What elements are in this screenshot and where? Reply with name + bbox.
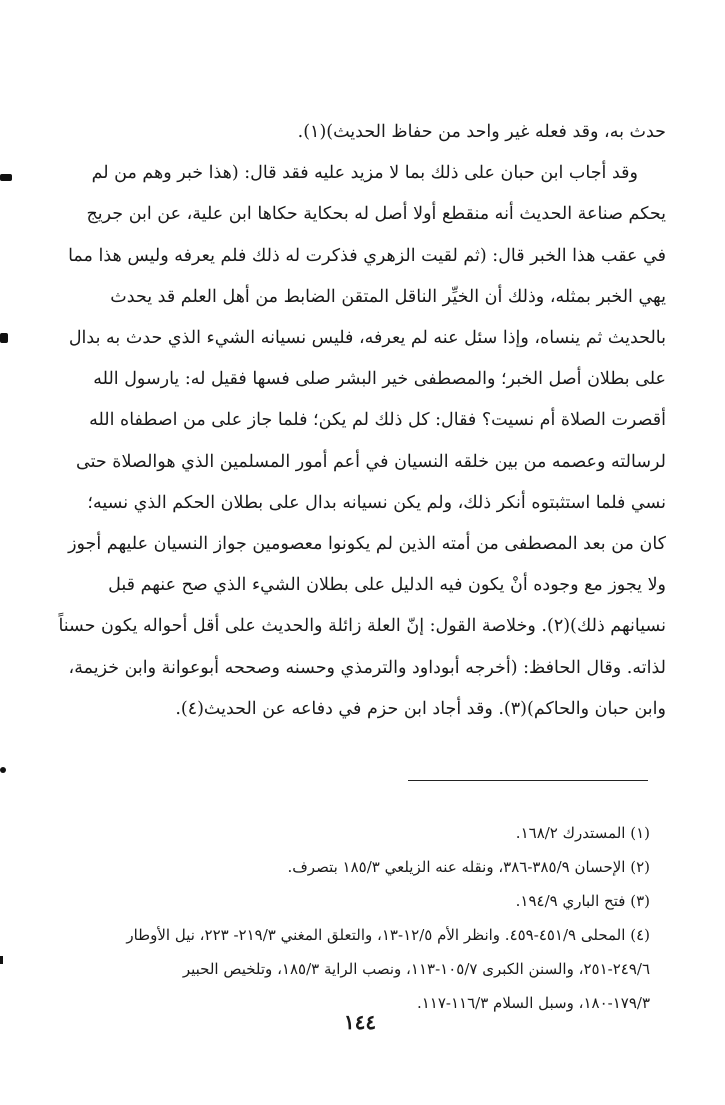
footnote-marker: (٢) bbox=[630, 858, 650, 876]
footnote-separator bbox=[408, 780, 648, 781]
scan-margin-mark bbox=[0, 174, 12, 181]
body-line: نسيانهم ذلك)(٢). وخلاصة القول: إنّ العلة زائلة والحديث على أقل أحواله يكون حسناً bbox=[58, 616, 666, 637]
footnote-text: المحلى ٤٥١/٩-٤٥٩. وانظر الأم ١٢/٥-١٣، والتعلق المغني ٢١٩/٣- ٢٢٣، نيل الأوطار bbox=[126, 926, 626, 944]
footnote-marker: (٣) bbox=[630, 892, 650, 910]
footnote-continuation: ٢٤٩/٦-٢٥١، والسنن الكبرى ١٠٥/٧-١١٣، ونصب الراية ١٨٥/٣، وتلخيص الحبير bbox=[182, 960, 650, 978]
footnote bbox=[50, 850, 650, 884]
page-number: ١٤٤ bbox=[343, 1010, 377, 1034]
footnote bbox=[50, 918, 650, 1020]
footnote-marker: (٤) bbox=[630, 926, 650, 944]
footnote-marker: (١) bbox=[630, 824, 650, 842]
footnote-text: المستدرك ١٦٨/٢. bbox=[515, 824, 626, 842]
body-line: ولا يجوز مع وجوده أنْ يكون فيه الدليل على بطلان الشيء الذي صح عنهم قبل bbox=[108, 575, 666, 596]
body-line: أقصرت الصلاة أم نسيت؟ فقال: كل ذلك لم يكن؛ فلما جاز على من اصطفاه الله bbox=[89, 410, 666, 431]
footnotes bbox=[50, 816, 650, 1020]
body-line: نسي فلما استثبتوه أنكر ذلك، ولم يكن نسيانه بدال على بطلان الحكم الذي نسيه؛ bbox=[87, 492, 666, 513]
scan-margin-mark bbox=[0, 956, 3, 964]
footnote-text: فتح الباري ١٩٤/٩. bbox=[515, 892, 626, 910]
footnote bbox=[50, 884, 650, 918]
footnote bbox=[50, 816, 650, 850]
body-line: على بطلان أصل الخبر؛ والمصطفى خير البشر صلى فسها فقيل له: يارسول الله bbox=[93, 369, 666, 390]
body-line: وابن حبان والحاكم)(٣). وقد أجاد ابن حزم في دفاعه عن الحديث(٤). bbox=[175, 698, 666, 719]
body-line: حدث به، وقد فعله غير واحد من حفاظ الحديث)(١). bbox=[297, 122, 666, 142]
scan-margin-mark bbox=[0, 767, 6, 773]
body-line: لرسالته وعصمه من بين خلقه النسيان في أعم أمور المسلمين الذي هوالصلاة حتى bbox=[76, 451, 666, 472]
body-line: يحكم صناعة الحديث أنه منقطع أولا أصل له بحكاية حكاها ابن علية، عن ابن جريج bbox=[86, 204, 666, 225]
body-line: كان من بعد المصطفى من أمته الذين لم يكونوا معصومين جواز النسيان عليهم أجوز bbox=[68, 534, 666, 555]
body-line: يهي الخبر بمثله، وذلك أن الخيِّر الناقل المتقن الضابط من أهل العلم قد يحدث bbox=[110, 286, 666, 307]
main-text bbox=[50, 112, 666, 730]
footnote-continuation: ١٧٩/٣-١٨٠، وسبل السلام ١١٦/٣-١١٧. bbox=[416, 994, 650, 1012]
body-line: في عقب هذا الخبر قال: (ثم لقيت الزهري فذكرت له ذلك فلم يعرفه وليس هذا مما bbox=[68, 245, 666, 266]
body-line: لذاته. وقال الحافظ: (أخرجه أبوداود والترمذي وحسنه وصححه أبوعوانة وابن خزيمة، bbox=[68, 657, 666, 678]
scan-margin-mark bbox=[0, 333, 8, 343]
body-line: وقد أجاب ابن حبان على ذلك بما لا مزيد عليه فقد قال: (هذا خبر وهم من لم bbox=[91, 163, 638, 184]
footnote-text: الإحسان ٣٨٥/٩-٣٨٦، ونقله عنه الزيلعي ١٨٥/٣ بتصرف. bbox=[287, 858, 626, 876]
body-line: بالحديث ثم ينساه، وإذا سئل عنه لم يعرفه، فليس نسيانه الشيء الذي حدث به بدال bbox=[68, 328, 666, 349]
